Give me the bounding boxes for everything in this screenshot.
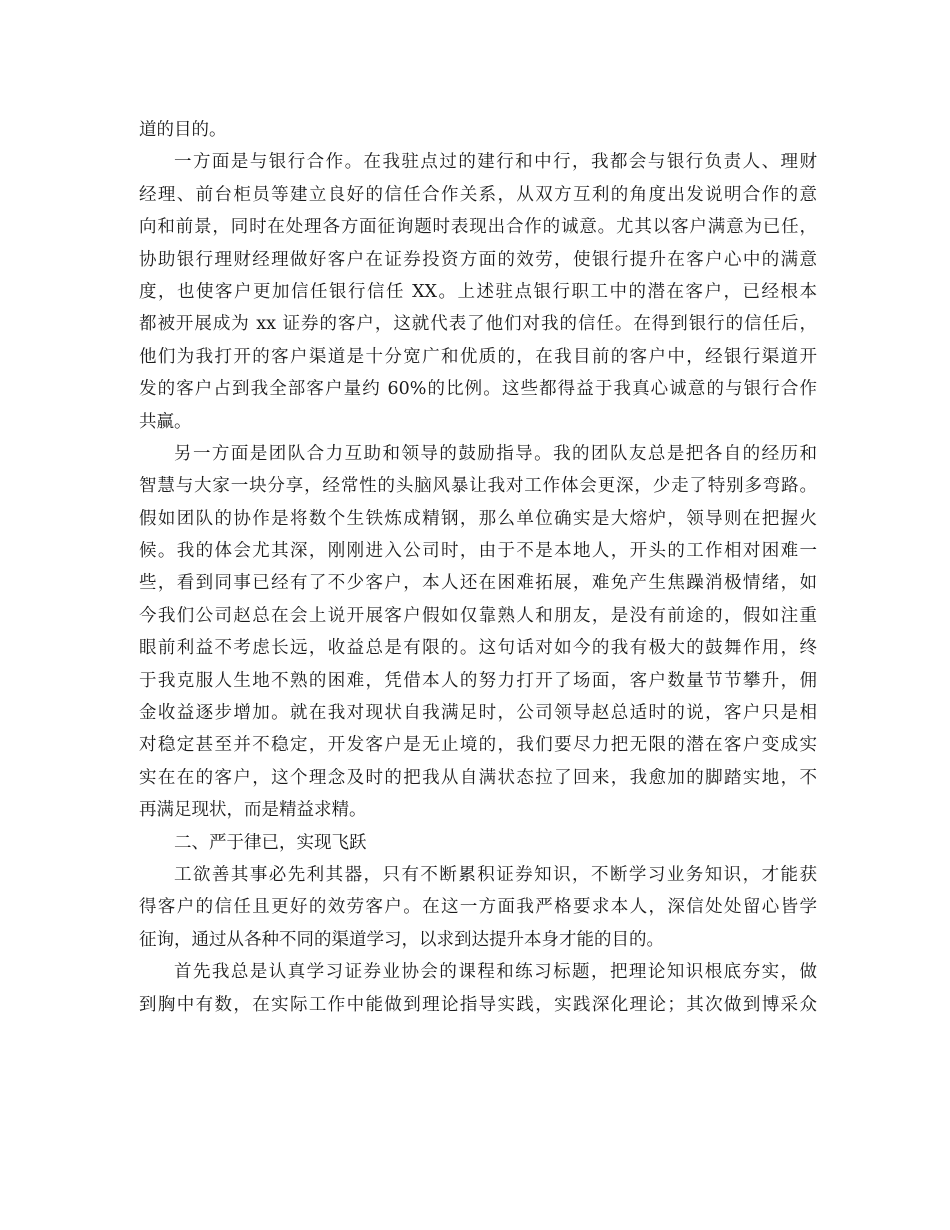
- text-line: 智慧与大家一块分享，经常性的头脑风暴让我对工作体会更深，少走了特别多弯路。: [139, 476, 817, 497]
- text-line: 实在在的客户，这个理念及时的把我从自满状态拉了回来，我愈加的脚踏实地，不: [139, 767, 817, 788]
- text-line: 他们为我打开的客户渠道是十分宽广和优质的，在我目前的客户中，经银行渠道开: [139, 346, 817, 367]
- text-line: 度，也使客户更加信任银行信任 XX。上述驻点银行职工中的潜在客户，已经根本: [139, 281, 817, 302]
- text-line: 征询，通过从各种不同的渠道学习，以求到达提升本身才能的目的。: [139, 929, 664, 950]
- text-line: 于我克服人生地不熟的困难，凭借本人的努力打开了场面，客户数量节节攀升，佣: [139, 670, 817, 691]
- text-line: 今我们公司赵总在会上说开展客户假如仅靠熟人和朋友，是没有前途的，假如注重: [139, 605, 817, 626]
- text-line: 得客户的信任且更好的效劳客户。在这一方面我严格要求本人，深信处处留心皆学: [139, 897, 817, 918]
- paragraph-first-line: 首先我总是认真学习证券业协会的课程和练习标题，把理论知识根底夯实，做: [174, 962, 817, 983]
- text-line: 道的目的。: [139, 120, 227, 140]
- paragraph-first-line: 另一方面是团队合力互助和领导的鼓励指导。我的团队友总是把各自的经历和: [174, 443, 817, 464]
- text-line: 到胸中有数，在实际工作中能做到理论指导实践，实践深化理论；其次做到博采众: [139, 994, 817, 1015]
- text-line: 共赢。: [139, 411, 192, 432]
- text-line: 金收益逐步增加。就在我对现状自我满足时，公司领导赵总适时的说，客户只是相: [139, 703, 817, 724]
- document-body: [139, 114, 817, 1021]
- text-line: 对稳定甚至并不稳定，开发客户是无止境的，我们要尽力把无限的潜在客户变成实: [139, 735, 817, 756]
- text-line: 眼前利益不考虑长远，收益总是有限的。这句话对如今的我有极大的鼓舞作用，终: [139, 638, 817, 659]
- text-line: 经理、前台柜员等建立良好的信任合作关系，从双方互利的角度出发说明合作的意: [139, 184, 817, 205]
- text-line: 些，看到同事已经有了不少客户，本人还在困难拓展，难免产生焦躁消极情绪，如: [139, 573, 817, 594]
- paragraph-first-line: 一方面是与银行合作。在我驻点过的建行和中行，我都会与银行负责人、理财: [174, 152, 817, 173]
- text-line: 都被开展成为 xx 证券的客户，这就代表了他们对我的信任。在得到银行的信任后，: [139, 314, 817, 335]
- paragraph-first-line: 工欲善其事必先利其器，只有不断累积证券知识，不断学习业务知识，才能获: [174, 864, 817, 885]
- text-line: 候。我的体会尤其深，刚刚进入公司时，由于不是本地人，开头的工作相对困难一: [139, 541, 817, 562]
- text-line: 再满足现状，而是精益求精。: [139, 800, 367, 821]
- text-line: 假如团队的协作是将数个生铁炼成精钢，那么单位确实是大熔炉，领导则在把握火: [139, 508, 817, 529]
- section-heading: 二、严于律已，实现飞跃: [174, 832, 367, 853]
- text-line: 向和前景，同时在处理各方面征询题时表现出合作的诚意。尤其以客户满意为已任，: [139, 217, 817, 238]
- text-line: 协助银行理财经理做好客户在证券投资方面的效劳，使银行提升在客户心中的满意: [139, 249, 817, 270]
- text-line: 发的客户占到我全部客户量约 60%的比例。这些都得益于我真心诚意的与银行合作: [139, 379, 817, 400]
